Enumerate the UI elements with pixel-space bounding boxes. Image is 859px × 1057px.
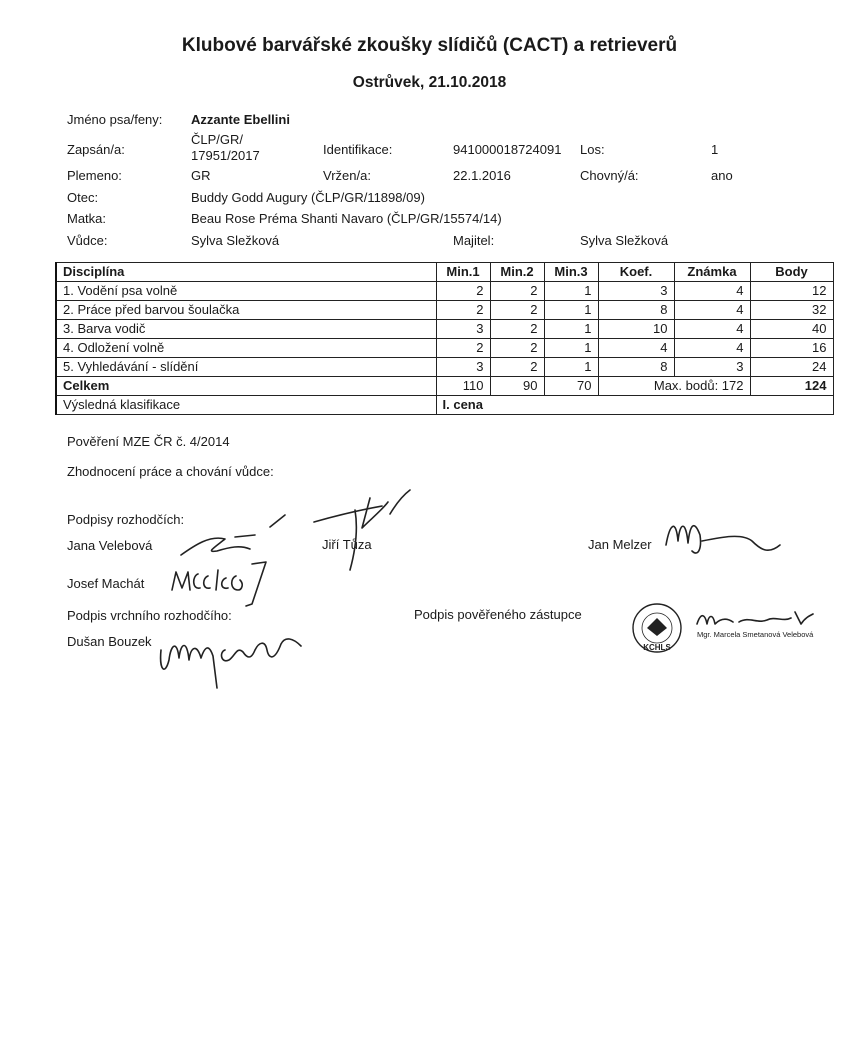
registered-value-line1: ČLP/GR/	[191, 132, 244, 147]
total-min1: 110	[436, 377, 490, 396]
table-row	[56, 358, 833, 377]
authorization-text: Pověření MZE ČR č. 4/2014	[67, 434, 230, 449]
signature-representative	[695, 608, 815, 632]
min3-cell: 1	[544, 301, 598, 320]
body-cell: 16	[750, 339, 833, 358]
stamp-text: KCHLS	[643, 643, 671, 652]
signature-velebova	[175, 525, 295, 565]
min2-cell: 2	[490, 282, 544, 301]
father-value: Buddy Godd Augury (ČLP/GR/11898/09)	[191, 190, 425, 205]
koef-cell: 3	[598, 282, 674, 301]
min2-cell: 2	[490, 358, 544, 377]
stamp-icon	[627, 600, 687, 658]
classification-label: Výsledná klasifikace	[56, 396, 436, 415]
born-value: 22.1.2016	[453, 168, 511, 183]
header-discipline: Disciplína	[56, 263, 436, 282]
min1-cell: 3	[436, 320, 490, 339]
znamka-cell: 4	[674, 320, 750, 339]
signature-melzer	[662, 515, 792, 560]
breed-value: GR	[191, 168, 211, 183]
evaluation-label: Zhodnocení práce a chování vůdce:	[67, 464, 274, 479]
discipline-cell: 1. Vodění psa volně	[56, 282, 436, 301]
page-title: Klubové barvářské zkoušky slídičů (CACT) a retrieverů	[181, 35, 678, 56]
representative-label: Podpis pověřeného zástupce	[414, 607, 582, 622]
page-subtitle: Ostrůvek, 21.10.2018	[352, 74, 507, 91]
signature-tuza	[310, 488, 420, 578]
signature-bouzek	[155, 620, 315, 695]
classification-row	[56, 396, 833, 415]
header-body: Body	[750, 263, 833, 282]
table-row	[56, 320, 833, 339]
max-points: Max. bodů: 172	[598, 377, 750, 396]
koef-cell: 4	[598, 339, 674, 358]
koef-cell: 10	[598, 320, 674, 339]
min2-cell: 2	[490, 339, 544, 358]
id-label: Identifikace:	[323, 142, 393, 157]
total-min3: 70	[544, 377, 598, 396]
id-value: 941000018724091	[453, 142, 562, 157]
header-min3: Min.3	[544, 263, 598, 282]
judges-label: Podpisy rozhodčích:	[67, 512, 185, 527]
total-label: Celkem	[56, 377, 436, 396]
koef-cell: 8	[598, 358, 674, 377]
min2-cell: 2	[490, 301, 544, 320]
header-znamka: Známka	[674, 263, 750, 282]
registered-value-line2: 17951/2017	[191, 148, 260, 163]
min3-cell: 1	[544, 339, 598, 358]
discipline-cell: 4. Odložení volně	[56, 339, 436, 358]
breeding-label: Chovný/á:	[580, 168, 639, 183]
min1-cell: 3	[436, 358, 490, 377]
header-min2: Min.2	[490, 263, 544, 282]
owner-value: Sylva Sležková	[580, 233, 669, 248]
header-koef: Koef.	[598, 263, 674, 282]
table-row	[56, 339, 833, 358]
mother-label: Matka:	[67, 211, 107, 226]
father-label: Otec:	[67, 190, 99, 205]
body-cell: 12	[750, 282, 833, 301]
body-cell: 40	[750, 320, 833, 339]
owner-label: Majitel:	[453, 233, 495, 248]
min1-cell: 2	[436, 282, 490, 301]
header-min1: Min.1	[436, 263, 490, 282]
min1-cell: 2	[436, 301, 490, 320]
min3-cell: 1	[544, 358, 598, 377]
total-min2: 90	[490, 377, 544, 396]
znamka-cell: 4	[674, 282, 750, 301]
discipline-cell: 2. Práce před barvou šoulačka	[56, 301, 436, 320]
judge-name: Jan Melzer	[588, 537, 652, 552]
judge-name: Josef Machát	[67, 576, 145, 591]
judge-name: Jiří Tůza	[322, 537, 372, 552]
score-table	[55, 262, 834, 415]
breed-label: Plemeno:	[67, 168, 122, 183]
discipline-cell: 5. Vyhledávání - slídění	[56, 358, 436, 377]
chief-judge-name: Dušan Bouzek	[67, 634, 152, 649]
chief-judge-label: Podpis vrchního rozhodčího:	[67, 608, 232, 623]
min3-cell: 1	[544, 320, 598, 339]
mother-value: Beau Rose Préma Shanti Navaro (ČLP/GR/15574/14)	[191, 211, 502, 226]
name-label: Jméno psa/feny:	[67, 112, 163, 127]
los-value: 1	[711, 142, 719, 157]
table-header-row	[56, 263, 833, 282]
breeding-value: ano	[711, 168, 733, 183]
handler-value: Sylva Sležková	[191, 233, 280, 248]
stamp-caption: Mgr. Marcela Smetanová Velebová	[697, 630, 814, 639]
signature-machat	[168, 560, 278, 612]
total-points: 124	[750, 377, 833, 396]
min3-cell: 1	[544, 282, 598, 301]
koef-cell: 8	[598, 301, 674, 320]
los-label: Los:	[580, 142, 605, 157]
min2-cell: 2	[490, 320, 544, 339]
min1-cell: 2	[436, 339, 490, 358]
table-row	[56, 282, 833, 301]
name-value: Azzante Ebellini	[191, 112, 290, 127]
znamka-cell: 4	[674, 301, 750, 320]
body-cell: 32	[750, 301, 833, 320]
judge-name: Jana Velebová	[67, 538, 153, 553]
discipline-cell: 3. Barva vodič	[56, 320, 436, 339]
table-row	[56, 301, 833, 320]
born-label: Vržen/a:	[323, 168, 371, 183]
total-row	[56, 377, 833, 396]
registered-label: Zapsán/a:	[67, 142, 125, 157]
body-cell: 24	[750, 358, 833, 377]
handler-label: Vůdce:	[67, 233, 108, 248]
znamka-cell: 3	[674, 358, 750, 377]
classification-value: I. cena	[436, 396, 833, 415]
znamka-cell: 4	[674, 339, 750, 358]
